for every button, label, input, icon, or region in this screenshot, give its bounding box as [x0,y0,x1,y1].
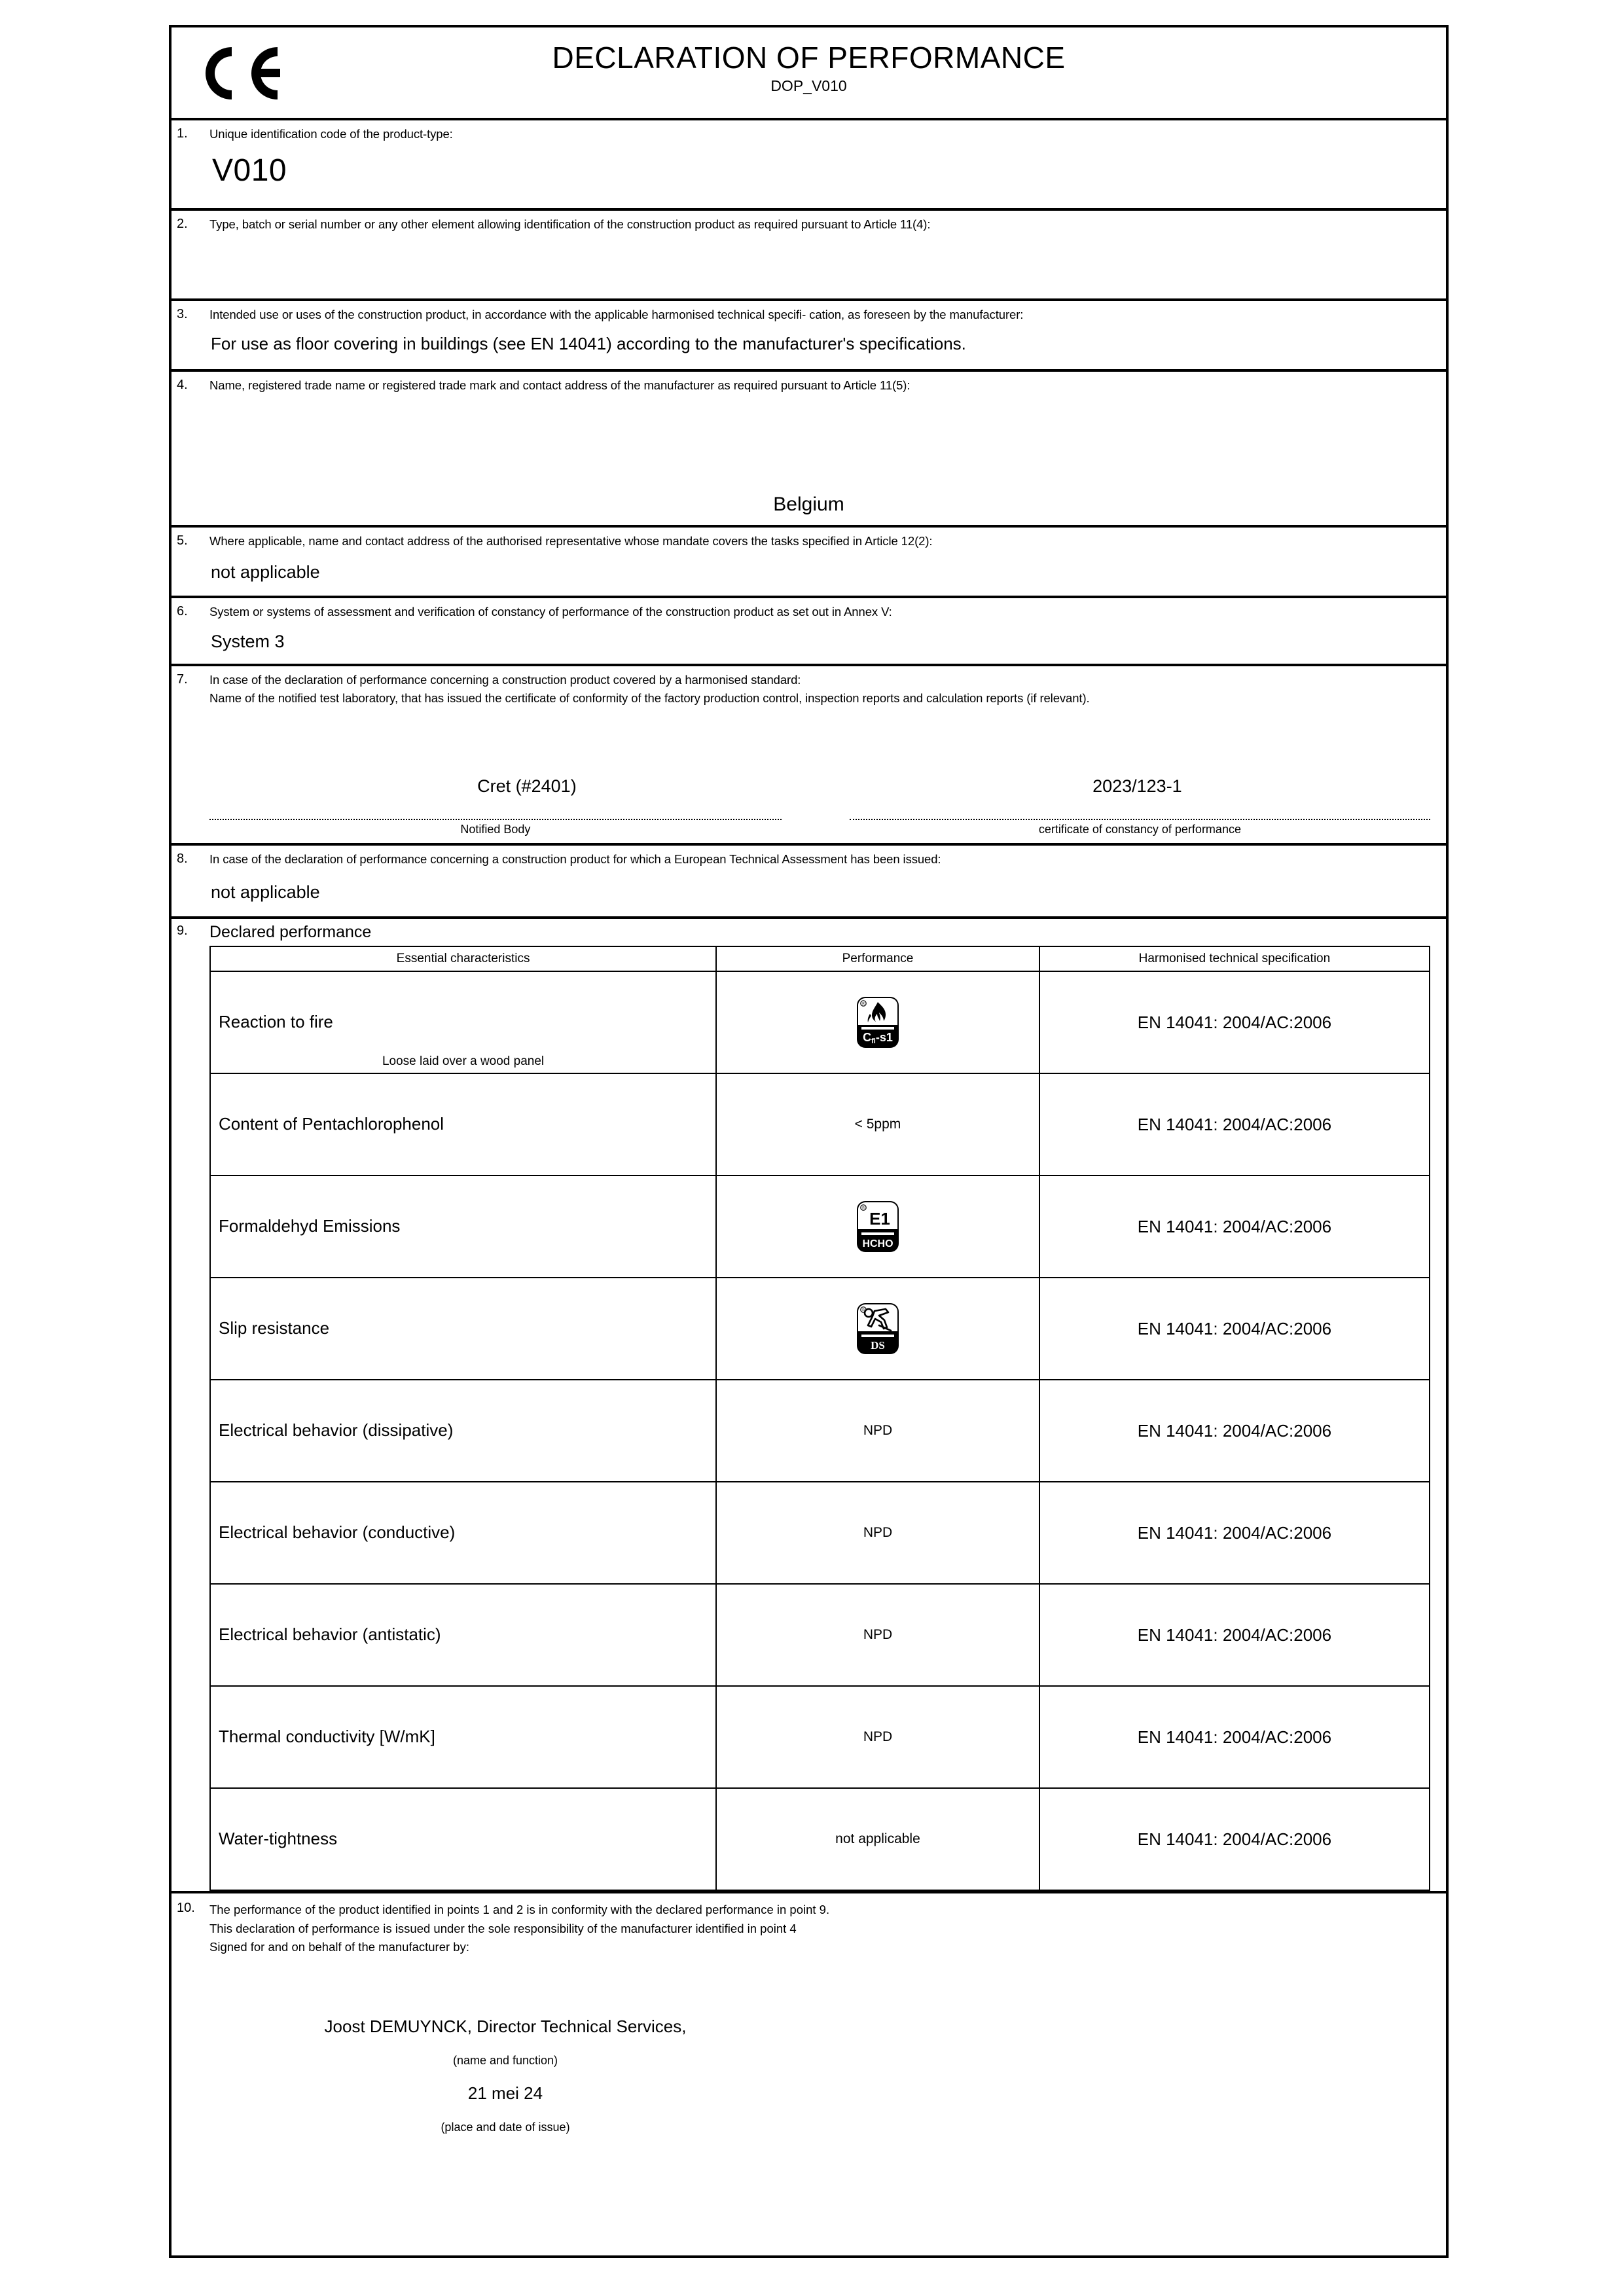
svg-text:R: R [862,1206,865,1211]
column-header-harmonised-spec: Harmonised technical specification [1039,946,1430,971]
section-10-line3: Signed for and on behalf of the manufacturer by: [209,1940,469,1954]
section-2-label: Type, batch or serial number or any other element allowing identification of the construction product as required pursuant to Article 11(4): [209,217,931,231]
characteristic-label: Formaldehyd Emissions [219,1216,401,1236]
declared-performance-table [209,946,1430,1891]
cell-harmonised-spec: EN 14041: 2004/AC:2006 [1039,971,1430,1073]
table-row [210,971,1430,1073]
characteristic-label: Electrical behavior (antistatic) [219,1624,441,1645]
svg-text:R: R [862,1308,865,1313]
section-4-label: Name, registered trade name or registered trade mark and contact address of the manufacturer as required pursuant to Article 11(5): [209,378,911,392]
section-8 [171,846,1446,919]
section-10-number: 10. [177,1901,195,1915]
cell-essential-characteristic [210,1482,716,1584]
characteristic-label: Electrical behavior (conductive) [219,1522,456,1543]
formaldehyde-class-badge-icon [716,1175,1039,1278]
characteristic-label: Slip resistance [219,1318,330,1338]
issue-date: 21 mei 24 [467,2083,543,2103]
certificate-caption: certificate of constancy of performance [1038,823,1241,836]
section-3-number: 3. [177,307,188,321]
svg-text:HCHO: HCHO [862,1238,893,1249]
section-6-number: 6. [177,604,188,619]
signatory-caption: (name and function) [452,2054,558,2067]
section-10-line2: This declaration of performance is issued under the sole responsibility of the manufacturer identified in point 4 [209,1921,797,1935]
cell-performance-value: NPD [716,1380,1039,1482]
cell-essential-characteristic [210,1686,716,1788]
section-6-label: System or systems of assessment and verification of constancy of performance of the construction product as set out in Annex V: [209,605,892,619]
characteristic-label: Electrical behavior (dissipative) [219,1420,454,1441]
cell-essential-characteristic [210,1788,716,1890]
cell-performance-value: NPD [716,1686,1039,1788]
table-row [210,1380,1430,1482]
section-5 [171,528,1446,598]
section-7 [171,666,1446,846]
table-row [210,1482,1430,1584]
notified-body-value: Cret (#2401) [477,776,577,796]
cell-harmonised-spec: EN 14041: 2004/AC:2006 [1039,1788,1430,1890]
cell-essential-characteristic [210,1073,716,1175]
column-header-performance: Performance [716,946,1039,971]
section-7-label-line2: Name of the notified test laboratory, that has issued the certificate of conformity of the factory production control, inspection reports and calculation reports (if relevant). [209,691,1090,706]
table-row [210,1686,1430,1788]
section-5-label: Where applicable, name and contact address of the authorised representative whose mandate covers the tasks specified in Article 12(2): [209,534,933,548]
section-7-number: 7. [177,672,188,687]
cell-essential-characteristic [210,971,716,1073]
table-row [210,1175,1430,1278]
section-1-label: Unique identification code of the product-type: [209,127,453,141]
certificate-number-value: 2023/123-1 [1092,776,1182,796]
eta-value: not applicable [211,882,320,903]
cell-harmonised-spec: EN 14041: 2004/AC:2006 [1039,1073,1430,1175]
cell-harmonised-spec: EN 14041: 2004/AC:2006 [1039,1175,1430,1278]
section-8-label: In case of the declaration of performance concerning a construction product for which a European Technical Assessment has been issued: [209,852,941,866]
fire-class-badge-icon [716,971,1039,1073]
product-type-code: V010 [212,153,287,188]
section-2-number: 2. [177,217,188,231]
cell-performance-value: < 5ppm [716,1073,1039,1175]
authorised-representative-value: not applicable [211,562,320,583]
section-1 [171,120,1446,211]
slip-resistance-badge-icon [716,1278,1039,1380]
cell-performance-value: NPD [716,1584,1039,1686]
section-3-label: Intended use or uses of the construction product, in accordance with the applicable harmonised technical specifi- cation, as foreseen by the manufacturer: [209,308,1024,321]
table-row [210,1278,1430,1380]
section-9 [171,919,1446,1893]
notified-body-block [209,776,844,838]
section-8-number: 8. [177,852,188,866]
document-subtitle: DOP_V010 [770,77,847,94]
cell-essential-characteristic [210,1584,716,1686]
cell-performance-value: NPD [716,1482,1039,1584]
page-title: DECLARATION OF PERFORMANCE [552,41,1066,75]
section-3 [171,301,1446,372]
section-4-number: 4. [177,378,188,392]
document-header [171,27,1446,120]
svg-text:DS: DS [871,1339,885,1352]
cell-harmonised-spec: EN 14041: 2004/AC:2006 [1039,1380,1430,1482]
section-1-number: 1. [177,126,188,141]
cell-harmonised-spec: EN 14041: 2004/AC:2006 [1039,1482,1430,1584]
section-4 [171,372,1446,528]
section-2 [171,211,1446,301]
section-10 [171,1893,1446,2155]
cell-essential-characteristic [210,1175,716,1278]
characteristic-label: Thermal conductivity [W/mK] [219,1727,435,1747]
cell-harmonised-spec: EN 14041: 2004/AC:2006 [1039,1584,1430,1686]
section-5-number: 5. [177,533,188,548]
characteristic-label: Content of Pentachlorophenol [219,1114,444,1134]
section-6 [171,598,1446,666]
issue-caption: (place and date of issue) [441,2121,570,2134]
certificate-block [844,776,1430,838]
table-header-row [210,946,1430,971]
section-9-label: Declared performance [209,923,372,941]
avcp-system-value: System 3 [211,632,285,652]
characteristic-label: Reaction to fire [219,1012,333,1032]
cell-harmonised-spec: EN 14041: 2004/AC:2006 [1039,1278,1430,1380]
svg-text:R: R [862,1002,865,1007]
section-9-number: 9. [177,924,188,938]
table-row [210,1788,1430,1890]
cell-performance-value: not applicable [716,1788,1039,1890]
table-row [210,1584,1430,1686]
column-header-essential-characteristics: Essential characteristics [210,946,716,971]
section-10-line1: The performance of the product identified in points 1 and 2 is in conformity with the declared performance in point 9. [209,1903,830,1916]
signatory-name-and-function: Joost DEMUYNCK, Director Technical Services, [324,2017,687,2036]
notified-body-signature-grid [209,776,1430,838]
manufacturer-country: Belgium [773,493,844,515]
svg-text:Cfl-s1: Cfl-s1 [863,1031,893,1045]
section-7-label-line1: In case of the declaration of performance concerning a construction product covered by a harmonised standard: [209,673,801,687]
intended-use-value: For use as floor covering in buildings (see EN 14041) according to the manufacturer's specifications. [211,334,966,354]
characteristic-sub-note: Loose laid over a wood panel [382,1054,545,1068]
svg-text:E1: E1 [869,1209,890,1229]
characteristic-label: Water-tightness [219,1829,338,1849]
document-page [169,25,1449,2258]
cell-essential-characteristic [210,1278,716,1380]
notified-body-caption: Notified Body [460,823,531,836]
signature-block [171,2017,839,2134]
cell-essential-characteristic [210,1380,716,1482]
table-row [210,1073,1430,1175]
cell-harmonised-spec: EN 14041: 2004/AC:2006 [1039,1686,1430,1788]
